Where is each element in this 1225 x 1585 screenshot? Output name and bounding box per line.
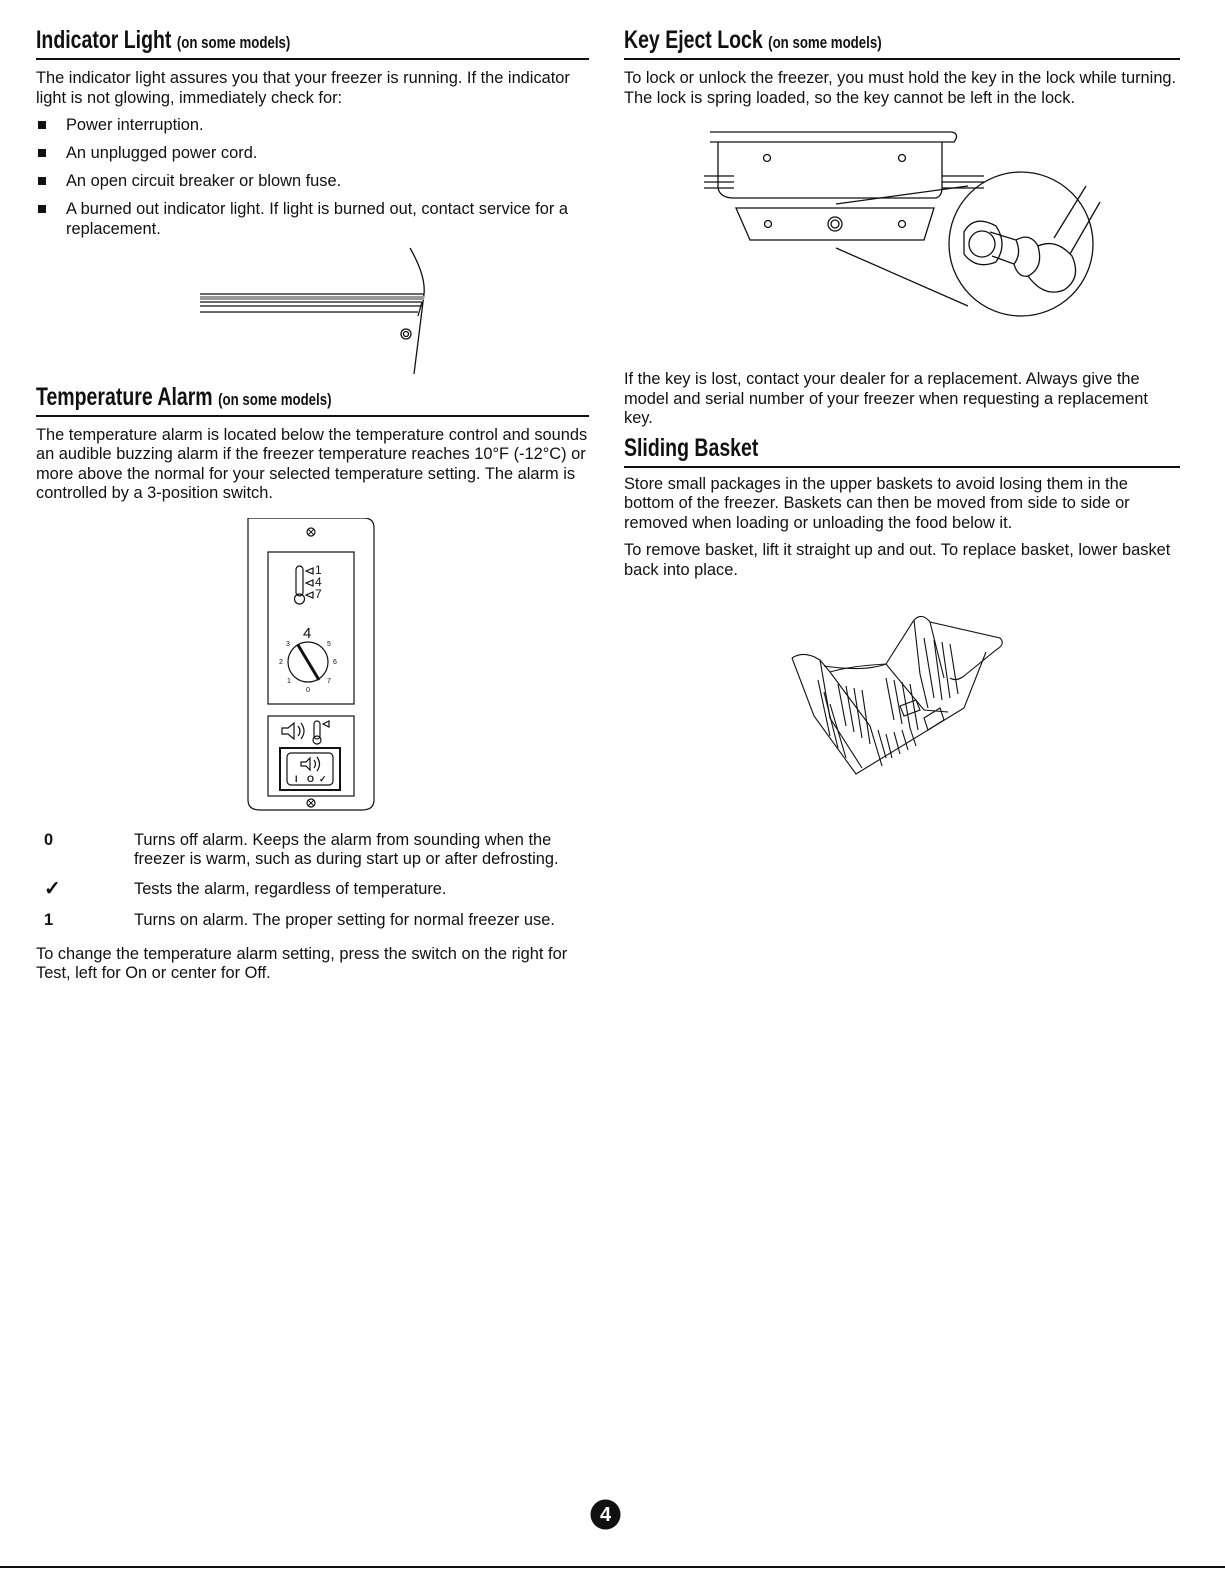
indicator-light-heading [36,26,589,60]
temperature-alarm-qualifier: (on some models) [218,389,332,409]
key-eject-lock-qualifier: (on some models) [768,33,882,52]
page-number-badge [589,1498,622,1531]
list-item: An open circuit breaker or blown fuse. [36,172,589,192]
sliding-basket-title: Sliding Basket [624,433,759,462]
gauge-label-7: 7 [315,586,322,601]
dial-top-number: 4 [303,624,312,642]
list-item: A burned out indicator light. If light is burned out, contact service for a replacement. [36,200,589,239]
list-item [36,911,589,931]
sliding-basket-remove-note: To remove basket, lift it straight up and out. To replace basket, lower basket back into place. [624,541,1171,579]
switch-label-off: O [307,773,315,784]
key-eject-lock-heading [624,26,1180,60]
switch-label-on: I [295,773,298,784]
right-column [624,26,1180,778]
sliding-basket-heading [624,434,1180,468]
setting-text: Turns on alarm. The proper setting for normal freezer use. [134,911,555,929]
setting-key: ✓ [44,877,61,900]
list-item: Power interruption. [36,116,589,136]
dial-number: 7 [327,677,331,685]
dial-number: 2 [279,658,283,666]
page-number: 4 [599,1504,612,1526]
temperature-alarm-title: Temperature Alarm [36,382,213,411]
key-eject-lock-body: To lock or unlock the freezer, you must hold the key in the lock while turning. The lock is spring loaded, so the key cannot be left in the lock. [624,69,1177,107]
alarm-settings-list [36,831,589,931]
dial-number: 3 [286,640,290,648]
key-eject-lock-title: Key Eject Lock [624,26,763,54]
setting-key: 1 [44,911,54,929]
key-lock-illustration [624,128,1180,356]
temperature-alarm-heading [36,383,589,417]
gauge-label-1: 1 [315,562,322,577]
list-item [36,831,589,870]
left-column [36,26,589,984]
dial-number: 6 [333,658,337,666]
indicator-light-illustration [36,246,589,376]
indicator-light-intro: The indicator light assures you that your freezer is running. If the indicator light is not glowing, immediately check for: [36,69,570,107]
setting-text: Tests the alarm, regardless of temperature. [134,879,447,898]
key-lost-note: If the key is lost, contact your dealer for a replacement. Always give the model and serial number of your freezer when requesting a replacement key. [624,370,1148,427]
indicator-light-title: Indicator Light [36,26,172,54]
list-item [36,877,589,900]
dial-number: 5 [327,640,331,648]
alarm-control-panel-illustration [36,518,589,818]
sliding-basket-body: Store small packages in the upper baskets to avoid losing them in the bottom of the freezer. Baskets can then be moved from side to side or removed when loading or unloading the food below it. [624,474,1130,532]
indicator-light-qualifier: (on some models) [176,33,291,52]
dial-number: 0 [306,686,310,694]
switch-label-test: ✓ [319,773,327,784]
dial-number: 1 [287,677,291,685]
list-item: An unplugged power cord. [36,144,589,164]
footer-rule [0,1566,1225,1568]
setting-key: 0 [44,830,54,849]
basket-illustration [624,608,1180,778]
setting-text: Turns off alarm. Keeps the alarm from sounding when the freezer is warm, such as during start up or after defrosting. [134,830,559,868]
gauge-label-4: 4 [315,574,322,589]
alarm-setting-change-note: To change the temperature alarm setting, press the switch on the right for Test, left for On or center for Off. [36,944,568,982]
indicator-check-list [36,116,589,239]
temperature-alarm-body: The temperature alarm is located below the temperature control and sounds an audible buzzing alarm if the freezer temperature reaches 10°F (-12°C) or more above the normal for your selected temperature setting. The alarm is controlled by a 3-position switch. [36,425,588,502]
